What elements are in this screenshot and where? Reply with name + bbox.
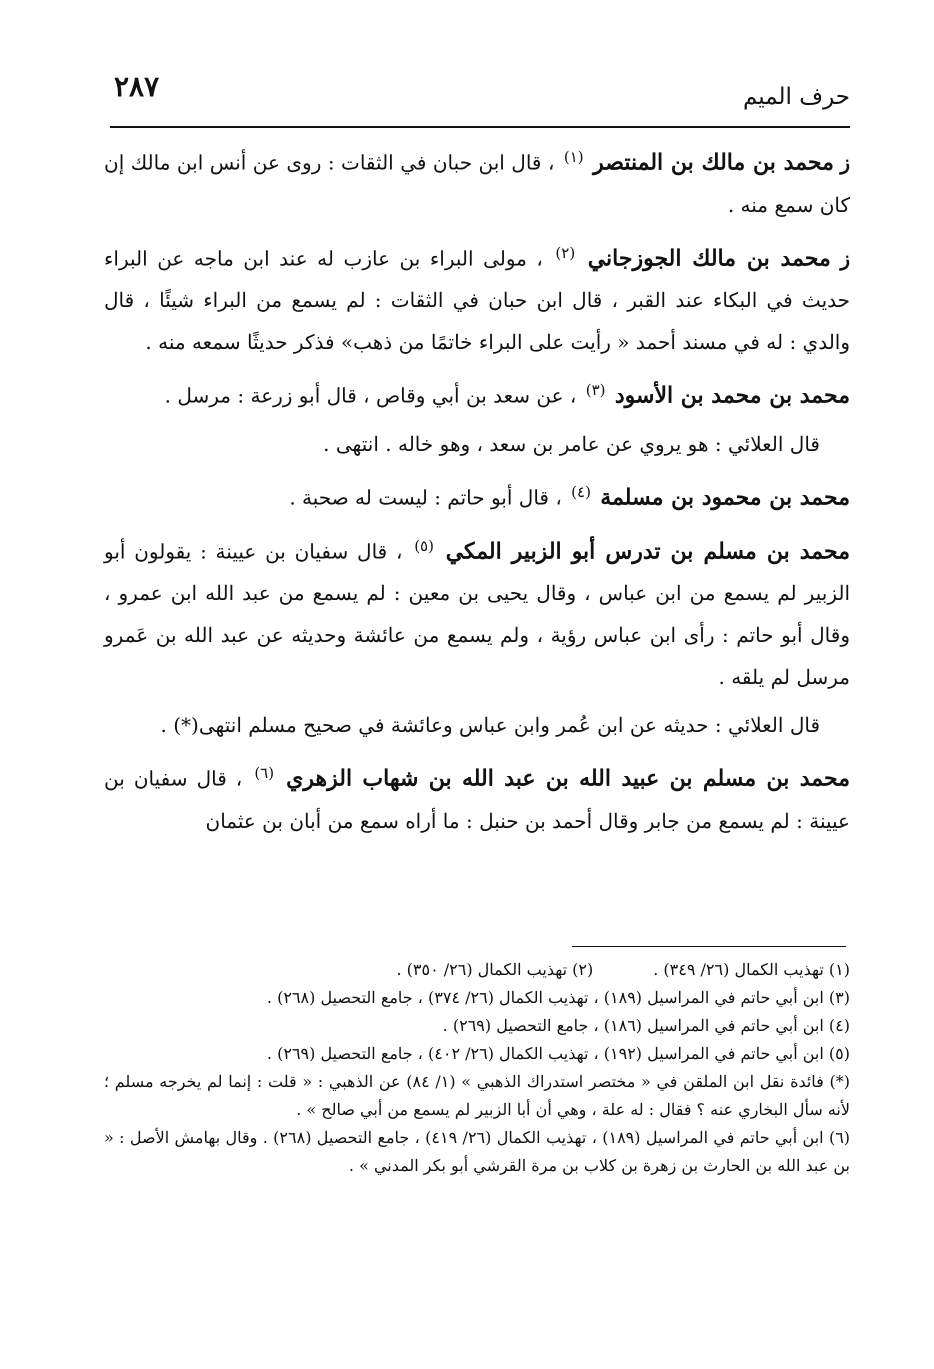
footnote-ref: (٤)	[571, 482, 591, 501]
entry-text: ، قال أبو حاتم : ليست له صحبة .	[289, 485, 562, 510]
header-rule	[110, 126, 850, 128]
narrator-name: محمد بن مسلم بن عبيد الله بن عبد الله بن شهاب الزهري	[286, 765, 850, 792]
entry-text: قال العلائي : حديثه عن ابن عُمر وابن عباس وعائشة في صحيح مسلم انتهى(*) .	[160, 713, 820, 738]
footnote-ref: (٦)	[254, 764, 275, 783]
entry-text: ، عن سعد بن أبي وقاص ، قال أبو زرعة : مرسل .	[164, 383, 577, 408]
entry-1	[104, 136, 850, 226]
narrator-name: محمد بن مالك بن المنتصر	[593, 149, 834, 176]
footnote-1: (١) تهذيب الكمال (٢٦/ ٣٤٩) .	[653, 960, 850, 979]
page-number: ٢٨٧	[114, 70, 160, 103]
entry-text: قال العلائي : هو يروي عن عامر بن سعد ، وهو خاله . انتهى .	[323, 431, 820, 456]
entry-text: ، قال سفيان بن عيينة : لم يسمع من جابر وقال أحمد بن حنبل : ما أراه سمع من أبان بن عثمان	[104, 766, 850, 833]
entry-7	[104, 704, 850, 746]
narrator-name: محمد بن مالك الجوزجاني	[587, 245, 831, 272]
entry-2	[104, 232, 850, 364]
footnote-ref: (٣)	[585, 381, 606, 400]
entry-marker: ز	[840, 246, 851, 271]
footnote-6: (٦) ابن أبي حاتم في المراسيل (١٨٩) ، تهذيب الكمال (٢٦/ ٤١٩) ، جامع التحصيل (٢٦٨) . وقال بهامش الأصل : « بن عبد الله بن الحارث بن زهرة بن كلاب بن مرة القرشي أبو بكر المدني » .	[104, 1128, 851, 1175]
narrator-name: محمد بن مسلم بن تدرس أبو الزبير المكي	[445, 538, 850, 565]
footnote-star: (*) فائدة نقل ابن الملقن في « مختصر استدراك الذهبي » (١/ ٨٤) عن الذهبي : « قلت : إنما لم يخرجه مسلم ؛ لأنه سأل البخاري عنه ؟ فقال : له علة ، وهي أن أبا الزبير لم يسمع من أبي صالح » .	[104, 1072, 850, 1119]
narrator-name: محمد بن محمود بن مسلمة	[600, 484, 850, 511]
footnote-rule	[572, 946, 846, 947]
footnote-2: (٢) تهذيب الكمال (٢٦/ ٣٥٠) .	[396, 960, 594, 979]
entry-5	[104, 471, 850, 519]
entry-6	[104, 525, 850, 699]
footnotes	[104, 956, 850, 1180]
main-text	[104, 136, 850, 848]
entry-3	[104, 369, 850, 417]
footnote-4: (٤) ابن أبي حاتم في المراسيل (١٨٦) ، جامع التحصيل (٢٦٩) .	[442, 1016, 850, 1035]
footnote-row	[104, 956, 850, 984]
entry-text: ، قال ابن حبان في الثقات : روى عن أنس ابن مالك إن كان سمع منه .	[104, 150, 850, 217]
footnote-3: (٣) ابن أبي حاتم في المراسيل (١٨٩) ، تهذيب الكمال (٢٦/ ٣٧٤) ، جامع التحصيل (٢٦٨) .	[266, 988, 850, 1007]
entry-8	[104, 752, 850, 842]
footnote-5: (٥) ابن أبي حاتم في المراسيل (١٩٢) ، تهذيب الكمال (٢٦/ ٤٠٢) ، جامع التحصيل (٢٦٩) .	[266, 1044, 850, 1063]
entry-4	[104, 423, 850, 465]
entry-marker: ز	[840, 150, 851, 175]
running-title: حرف الميم	[742, 84, 850, 110]
footnote-ref: (٢)	[555, 243, 576, 262]
footnote-ref: (٥)	[414, 536, 434, 555]
entry-text: ، قال سفيان بن عيينة : يقولون أبو الزبير لم يسمع من ابن عباس ، وقال يحيى بن معين : لم يسمع من عبد الله ابن عمرو ، وقال أبو حاتم : رأى ابن عباس رؤية ، ولم يسمع من عائشة وحديثه عن عبد الله بن عَمرو مرسل لم يلقه .	[104, 539, 850, 690]
entry-text: ، مولى البراء بن عازب له عند ابن ماجه عن البراء حديث في البكاء عند القبر ، قال ابن حبان في الثقات : لم يسمع من البراء شيئًا ، قال والدي : له في مسند أحمد « رأيت على البراء خاتمًا من ذهب» فذكر حديثًا سمعه منه .	[104, 246, 850, 355]
footnote-ref: (١)	[563, 148, 584, 166]
narrator-name: محمد بن محمد بن الأسود	[614, 382, 850, 409]
page-header	[110, 62, 850, 112]
